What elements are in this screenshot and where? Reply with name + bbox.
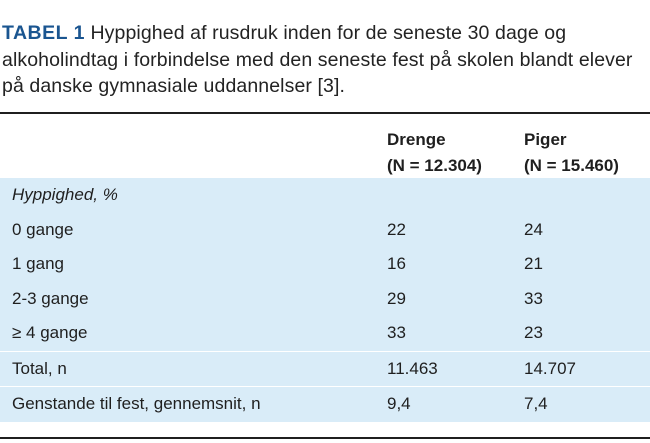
table-caption [2, 20, 648, 100]
cell-piger: 21 [524, 254, 543, 273]
table-bottom-rule [0, 437, 650, 439]
row-label: ≥ 4 gange [12, 323, 88, 342]
table-row [0, 247, 650, 282]
column-header-drenge-title: Drenge [387, 130, 446, 149]
cell-piger: 24 [524, 219, 543, 239]
total-drenge: 11.463 [387, 358, 438, 378]
column-header-drenge-n: (N = 12.304) [387, 156, 482, 175]
cell-drenge: 16 [387, 254, 406, 273]
column-header-drenge [387, 127, 482, 179]
column-header-piger-n: (N = 15.460) [524, 156, 619, 175]
total-piger: 14.707 [524, 358, 576, 378]
table-row [0, 316, 650, 351]
table-body [0, 178, 650, 422]
column-header-piger-title: Piger [524, 130, 567, 149]
cell-drenge: 33 [387, 323, 406, 342]
average-label: Genstande til fest, gennemsnit, n [12, 394, 261, 413]
total-row [0, 351, 650, 387]
cell-piger: 33 [524, 288, 543, 308]
cell-drenge: 29 [387, 288, 406, 308]
table-top-rule [0, 112, 650, 114]
total-label: Total, n [12, 358, 67, 378]
cell-drenge: 22 [387, 219, 406, 239]
average-row [0, 386, 650, 422]
table-row [0, 213, 650, 248]
section-label: Hyppighed, % [12, 185, 118, 204]
table-row [0, 282, 650, 317]
section-row-hyppighed [0, 178, 650, 213]
row-label: 2-3 gange [12, 288, 89, 308]
cell-piger: 23 [524, 323, 543, 342]
row-label: 1 gang [12, 254, 64, 273]
table-number-label: TABEL 1 [2, 22, 85, 44]
table-caption-text: Hyppighed af rusdruk inden for de seneste 30 dage og alkoholindtag i forbindelse med den seneste fest på skolen blandt elever på danske gymnasiale uddannelser [3]. [2, 22, 633, 97]
average-drenge: 9,4 [387, 394, 411, 413]
row-label: 0 gange [12, 219, 74, 239]
column-header-piger [524, 127, 619, 179]
average-piger: 7,4 [524, 394, 548, 413]
